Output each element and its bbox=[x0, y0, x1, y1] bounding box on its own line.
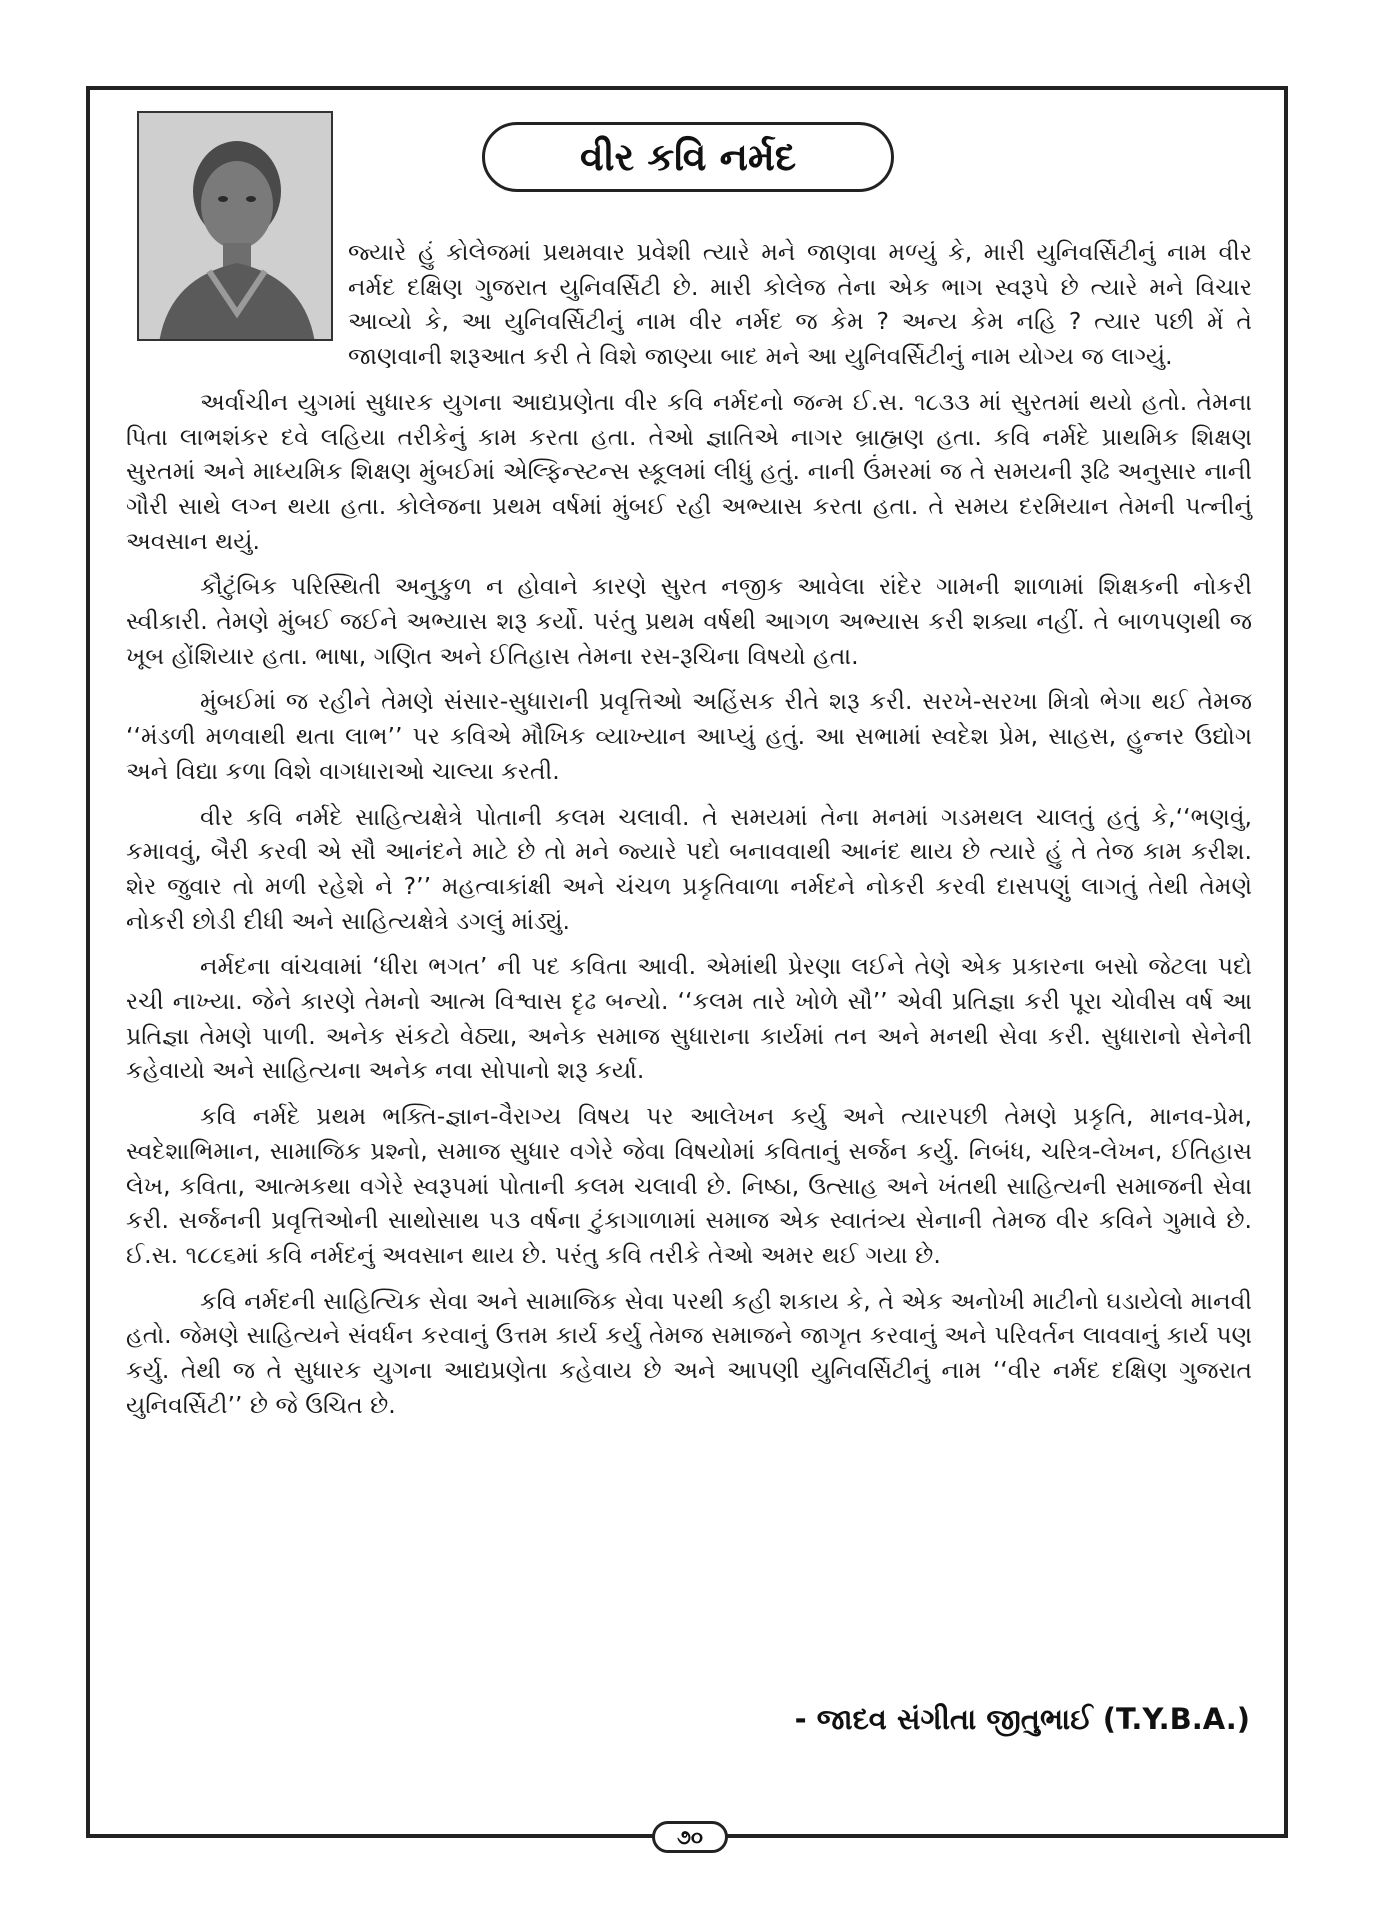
paragraph-birth: અર્વાચીન યુગમાં સુધારક યુગના આદ્યપ્રણેતા વીર કવિ નર્મદનો જન્મ ઈ.સ. ૧૮૩૩ માં સુરતમાં થયો હતો. તેમના પિતા લાભશંકર દવે લહિયા તરીકેનું કામ કરતા હતા. તેઓ જ્ઞાતિએ નાગર બ્રાહ્મણ હતા. કવિ નર્મદે પ્રાથમિક શિક્ષણ સુરતમાં અને માધ્યમિક શિક્ષણ મુંબઈમાં એલ્ફિન્સ્ટન્સ સ્કૂલમાં લીધું હતું. નાની ઉંમરમાં જ તે સમયની રૂઢિ અનુસાર નાની ગૌરી સાથે લગ્ન થયા હતા. કોલેજના પ્રથમ વર્ષમાં મુંબઈ રહી અભ્યાસ કરતા હતા. તે સમય દરમિયાન તેમની પત્નીનું અવસાન થયું. bbox=[126, 387, 1252, 555]
paragraph-literature: વીર કવિ નર્મદે સાહિત્યક્ષેત્રે પોતાની કલમ ચલાવી. તે સમયમાં તેના મનમાં ગડમથલ ચાલતું હતું કે,‘‘ભણવું, કમાવવું, બૈરી કરવી એ સૌ આનંદને માટે છે તો મને જ્યારે પદો બનાવવાથી આનંદ થાય છે ત્યારે હું તે તેજ કામ કરીશ. શેર જુવાર તો મળી રહેશે ને ?’’ મહત્વાકાંક્ષી અને ચંચળ પ્રકૃતિવાળા નર્મદને નોકરી કરવી દાસપણું લાગતું તેથી તેમણે નોકરી છોડી દીધી અને સાહિત્યક્ષેત્રે ડગલું માંડ્યું. bbox=[126, 802, 1252, 935]
paragraph-conclusion: કવિ નર્મદની સાહિત્યિક સેવા અને સામાજિક સેવા પરથી કહી શકાય કે, તે એક અનોખી માટીનો ઘડાયેલો માનવી હતો. જેમણે સાહિત્યને સંવર્ધન કરવાનું ઉત્તમ કાર્ય કર્યુ તેમજ સમાજને જાગૃત કરવાનું અને પરિવર્તન લાવવાનું કાર્ય પણ કર્યુ. તેથી જ તે સુધારક યુગના આદ્યપ્રણેતા કહેવાય છે અને આપણી યુનિવર્સિટીનું નામ ‘‘વીર નર્મદ દક્ષિણ ગુજરાત યુનિવર્સિટી’’ છે જે ઉચિત છે. bbox=[126, 1286, 1252, 1419]
paragraph-works: કવિ નર્મદે પ્રથમ ભક્તિ-જ્ઞાન-વૈરાગ્ય વિષય પર આલેખન કર્યુ અને ત્યારપછી તેમણે પ્રકૃતિ, માનવ-પ્રેમ, સ્વદેશાભિમાન, સામાજિક પ્રશ્નો, સમાજ સુધાર વગેરે જેવા વિષયોમાં કવિતાનું સર્જન કર્યુ. નિબંધ, ચરિત્ર-લેખન, ઈતિહાસ લેખ, કવિતા, આત્મકથા વગેરે સ્વરૂપમાં પોતાની કલમ ચલાવી છે. નિષ્ઠા, ઉત્સાહ અને ખંતથી સાહિત્યની સમાજની સેવા કરી. સર્જનની પ્રવૃત્તિઓની સાથોસાથ ૫૩ વર્ષના ટુંકાગાળામાં સમાજ એક સ્વાતંત્ર્ય સેનાની તેમજ વીર કવિને ગુમાવે છે. ઈ.સ. ૧૮૮૬માં કવિ નર્મદનું અવસાન થાય છે. પરંતુ કવિ તરીકે તેઓ અમર થઈ ગયા છે. bbox=[126, 1102, 1252, 1269]
paragraph-reform: મુંબઈમાં જ રહીને તેમણે સંસાર-સુધારાની પ્રવૃત્તિઓ અહિંસક રીતે શરૂ કરી. સરખે-સરખા મિત્રો ભેગા થઈ તેમજ ‘‘મંડળી મળવાથી થતા લાભ’’ પર કવિએ મૌખિક વ્યાખ્યાન આપ્યું હતું. આ સભામાં સ્વદેશ પ્રેમ, સાહસ, હુન્નર ઉદ્યોગ અને વિદ્યા કળા વિશે વાગધારાઓ ચાલ્યા કરતી. bbox=[126, 687, 1252, 785]
paragraph-poems: નર્મદના વાંચવામાં ‘ધીરા ભગત’ ની પદ કવિતા આવી. એમાંથી પ્રેરણા લઈને તેણે એક પ્રકારના બસો જેટલા પદો રચી નાખ્યા. જેને કારણે તેમનો આત્મ વિશ્વાસ દૃઢ બન્યો. ‘‘કલમ તારે ખોળે સૌ’’ એવી પ્રતિજ્ઞા કરી પૂરા ચોવીસ વર્ષ આ પ્રતિજ્ઞા તેમણે પાળી. અનેક સંકટો વેઠ્યા, અનેક સમાજ સુધારાના કાર્યમાં તન અને મનથી સેવા કરી. સુધારાનો સેનેની કહેવાયો અને સાહિત્યના અનેક નવા સોપાનો શરૂ કર્યા. bbox=[126, 952, 1252, 1085]
photo-wrap-spacer bbox=[126, 231, 348, 369]
page-number: ૭૦ bbox=[652, 1821, 728, 1853]
paragraph-intro: જ્યારે હું કોલેજમાં પ્રથમવાર પ્રવેશી ત્યારે મને જાણવા મળ્યું કે, મારી યુનિવર્સિટીનું નામ વીર નર્મદ દક્ષિણ ગુજરાત યુનિવર્સિટી છે. મારી કોલેજ તેના એક ભાગ સ્વરૂપે છે ત્યારે મને વિચાર આવ્યો કે, આ યુનિવર્સિટીનું નામ વીર નર્મદ જ કેમ ? અન્ય કેમ નહિ ? ત્યાર પછી મેં તે જાણવાની શરૂઆત કરી તે વિશે જાણ્યા બાદ મને આ યુનિવર્સિટીનું નામ યોગ્ય જ લાગ્યું. bbox=[348, 238, 1252, 371]
article-body bbox=[126, 235, 1252, 1434]
article-title: વીર કવિ નર્મદ bbox=[482, 122, 894, 192]
paragraph-career: કૌટુંબિક પરિસ્થિતી અનુકુળ ન હોવાને કારણે સુરત નજીક આવેલા રાંદેર ગામની શાળામાં શિક્ષકની નોકરી સ્વીકારી. તેમણે મુંબઈ જઈને અભ્યાસ શરૂ કર્યો. પરંતુ પ્રથમ વર્ષથી આગળ અભ્યાસ કરી શક્યા નહીં. તે બાળપણથી જ ખૂબ હોંશિયાર હતા. ભાષા, ગણિત અને ઈતિહાસ તેમના રસ-રૂચિના વિષયો હતા. bbox=[126, 572, 1252, 670]
author-signature: - જાદવ સંગીતા જીતુભાઈ (T.Y.B.A.) bbox=[794, 1702, 1250, 1736]
